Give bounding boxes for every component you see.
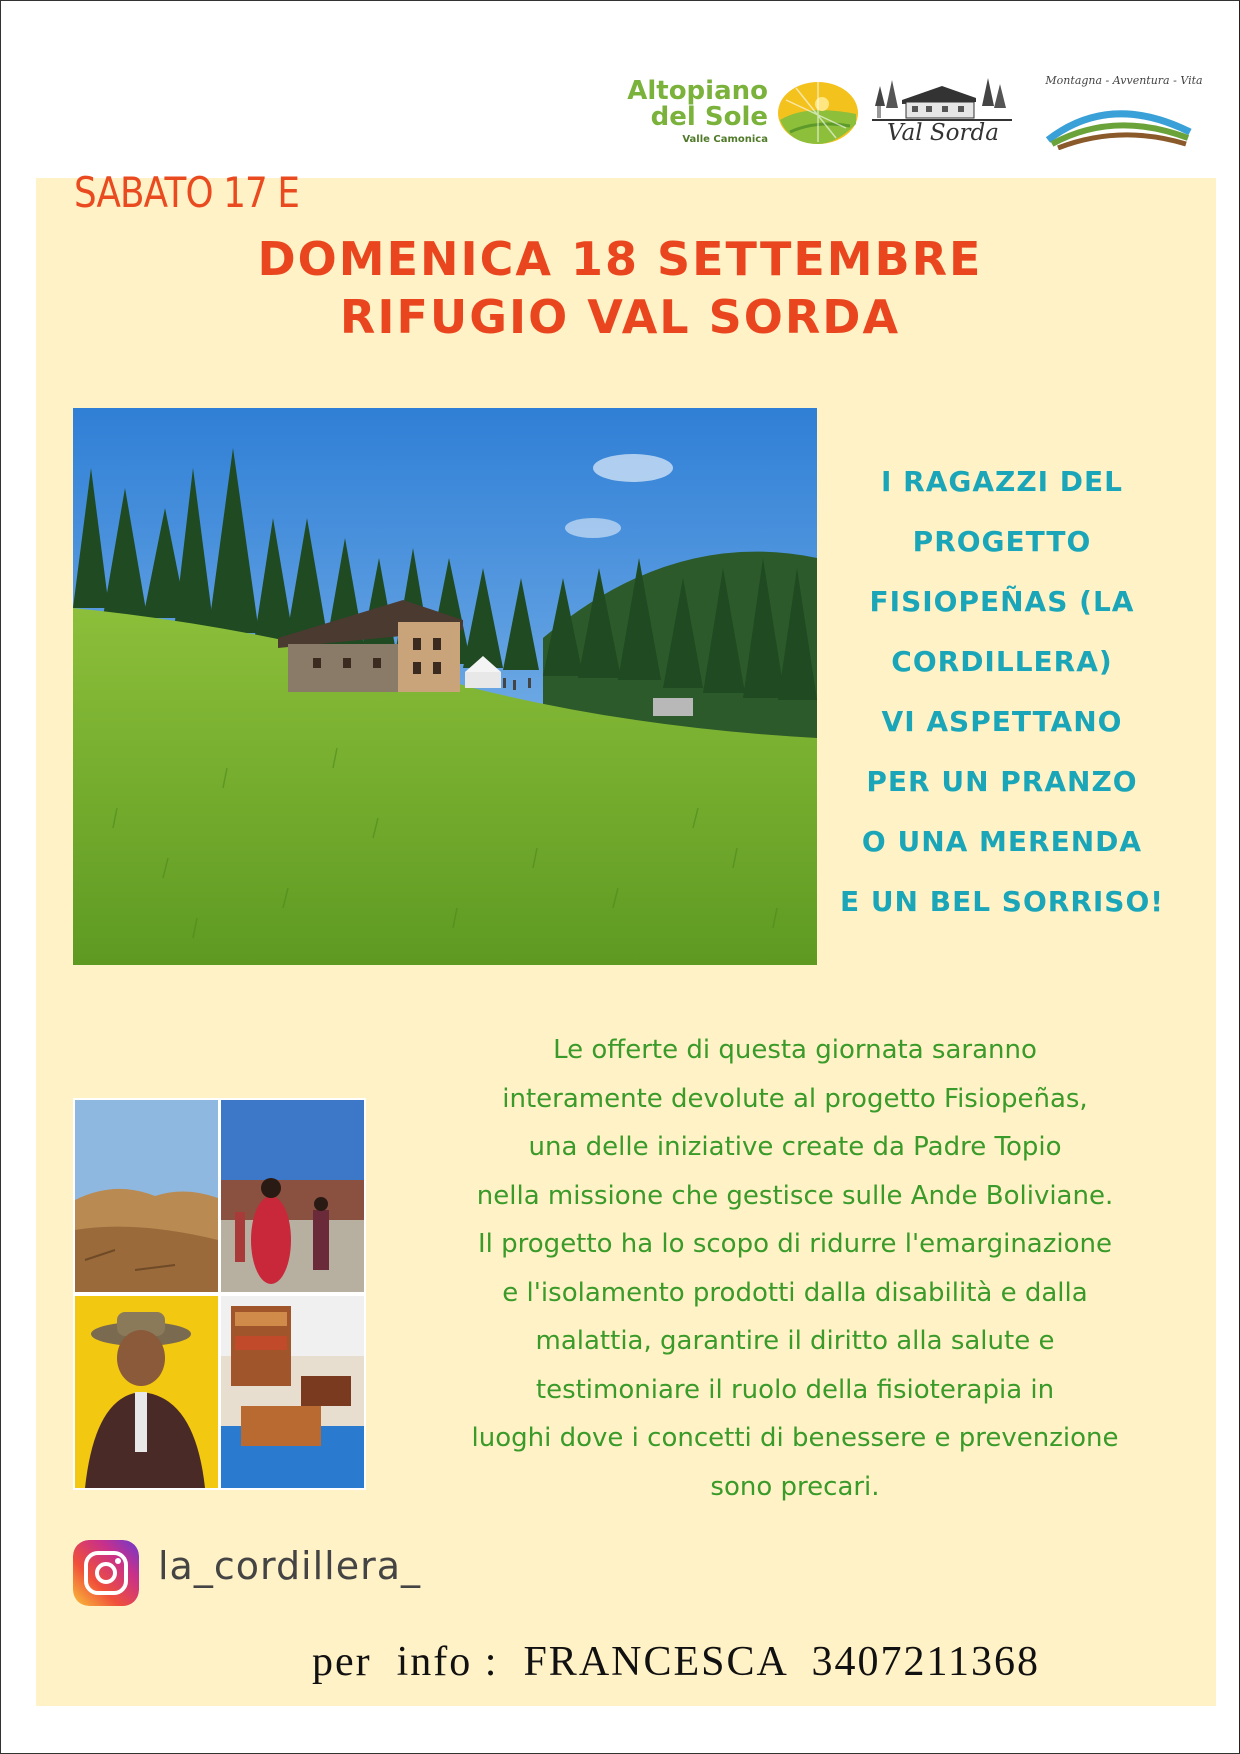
invitation-line: O UNA MERENDA (861, 825, 1143, 858)
instagram-handle[interactable]: la_cordillera_ (158, 1544, 422, 1588)
mountain-arc-icon (1040, 74, 1208, 150)
val-sorda-logo-text: Val Sorda (887, 120, 999, 146)
altopiano-logo-line3: Valle Camonica (682, 134, 768, 145)
instagram-icon (73, 1540, 139, 1606)
description-line: Le offerte di questa giornata saranno (553, 1035, 1037, 1065)
collage-photo-desert (75, 1100, 218, 1292)
description-line: Il progetto ha lo scopo di ridurre l'emarginazione (478, 1229, 1112, 1259)
invitation-line: I RAGAZZI DEL (880, 465, 1124, 498)
collage-photo-room (221, 1296, 364, 1488)
montagna-avventura-vita-logo (1040, 74, 1208, 150)
val-sorda-logo (872, 72, 1012, 152)
project-description (400, 1026, 1190, 1511)
contact-info: per info : FRANCESCA 3407211368 (312, 1639, 1040, 1685)
altopiano-del-sole-logo (620, 72, 860, 150)
invitation-line: CORDILLERA) (891, 645, 1113, 678)
sun-icon (776, 80, 860, 146)
description-line: interamente devolute al progetto Fisiopeñas, (502, 1083, 1088, 1114)
altopiano-logo-line2: del Sole (650, 102, 768, 132)
rifugio-photo (73, 408, 817, 965)
description-line: luoghi dove i concetti di benessere e prevenzione (471, 1423, 1119, 1453)
invitation-text (818, 452, 1186, 932)
description-line: malattia, garantire il diritto alla salute e (535, 1326, 1055, 1356)
heading-rifugio: RIFUGIO VAL SORDA (339, 290, 901, 344)
heading-domenica: DOMENICA 18 SETTEMBRE (257, 232, 983, 286)
description-line: testimoniare il ruolo della fisioterapia in (535, 1374, 1055, 1405)
invitation-line: VI ASPETTANO (881, 705, 1123, 738)
altopiano-logo-line1: Altopiano (627, 76, 768, 106)
heading-sabato: SABATO 17 E (74, 168, 300, 217)
description-line: una delle iniziative create da Padre Topio (528, 1132, 1062, 1162)
invitation-line: E UN BEL SORRISO! (839, 885, 1165, 918)
bolivia-photo-collage (73, 1098, 366, 1490)
description-line: sono precari. (710, 1471, 880, 1502)
invitation-line: FISIOPEÑAS (LA (869, 585, 1135, 618)
invitation-line: PER UN PRANZO (866, 765, 1138, 798)
collage-photo-dancers (221, 1100, 364, 1292)
collage-photo-elder (75, 1296, 218, 1488)
invitation-line: PROGETTO (912, 525, 1092, 558)
description-line: nella missione che gestisce sulle Ande Boliviane. (476, 1180, 1114, 1211)
mountain-logo-text: Montagna - Avventura - Vita (1045, 74, 1203, 87)
description-line: e l'isolamento prodotti dalla disabilità e dalla (502, 1277, 1088, 1308)
rifugio-sketch-icon (872, 72, 1012, 124)
